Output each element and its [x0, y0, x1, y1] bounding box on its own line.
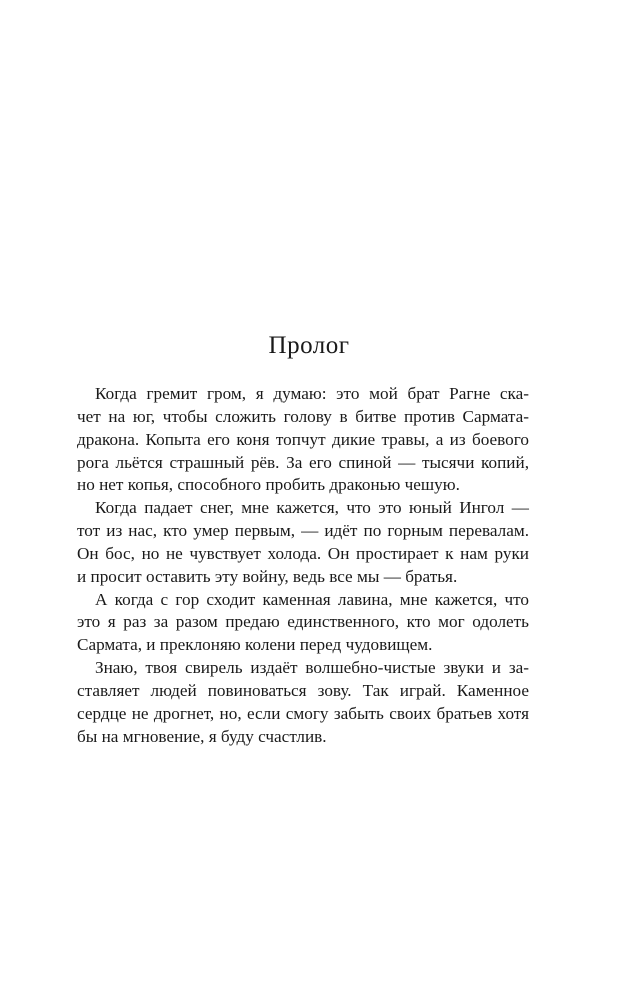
text-line: рога льётся страшный рёв. За его спиной — тысячи копий, — [77, 452, 529, 472]
text-line: сердце не дрогнет, но, если смогу забыть своих братьев хотя — [77, 703, 529, 723]
text-line: А когда с гор сходит каменная лавина, мне кажется, что — [95, 589, 529, 609]
text-line: тот из нас, кто умер первым, — идёт по горным перевалам. — [77, 521, 529, 541]
text-line: Когда гремит гром, я думаю: это мой брат Рагне ска- — [95, 384, 529, 403]
text-line: Знаю, твоя свирель издаёт волшебно-чистые звуки и за- — [95, 658, 529, 678]
text-line: Он бос, но не чувствует холода. Он простирает к нам руки — [77, 543, 529, 563]
text-line: это я раз за разом предаю единственного, кто мог одолеть — [77, 612, 529, 632]
text-line: но нет копья, способного пробить драконью чешую. — [77, 475, 460, 495]
text-line: и просит оставить эту войну, ведь все мы — братья. — [77, 566, 458, 586]
text-line: Когда падает снег, мне кажется, что это юный Ингол — — [95, 498, 529, 518]
chapter-body — [77, 383, 529, 749]
text-line: ставляет людей повиноваться зову. Так играй. Каменное — [77, 680, 529, 700]
text-line: дракона. Копыта его коня топчут дикие травы, а из боевого — [77, 429, 529, 449]
text-line: Сармата, и преклоняю колени перед чудовищем. — [77, 635, 433, 655]
chapter-title: Пролог — [268, 332, 350, 359]
text-line: чет на юг, чтобы сложить голову в битве против Сармата- — [77, 406, 529, 426]
text-line: бы на мгновение, я буду счастлив. — [77, 726, 327, 746]
